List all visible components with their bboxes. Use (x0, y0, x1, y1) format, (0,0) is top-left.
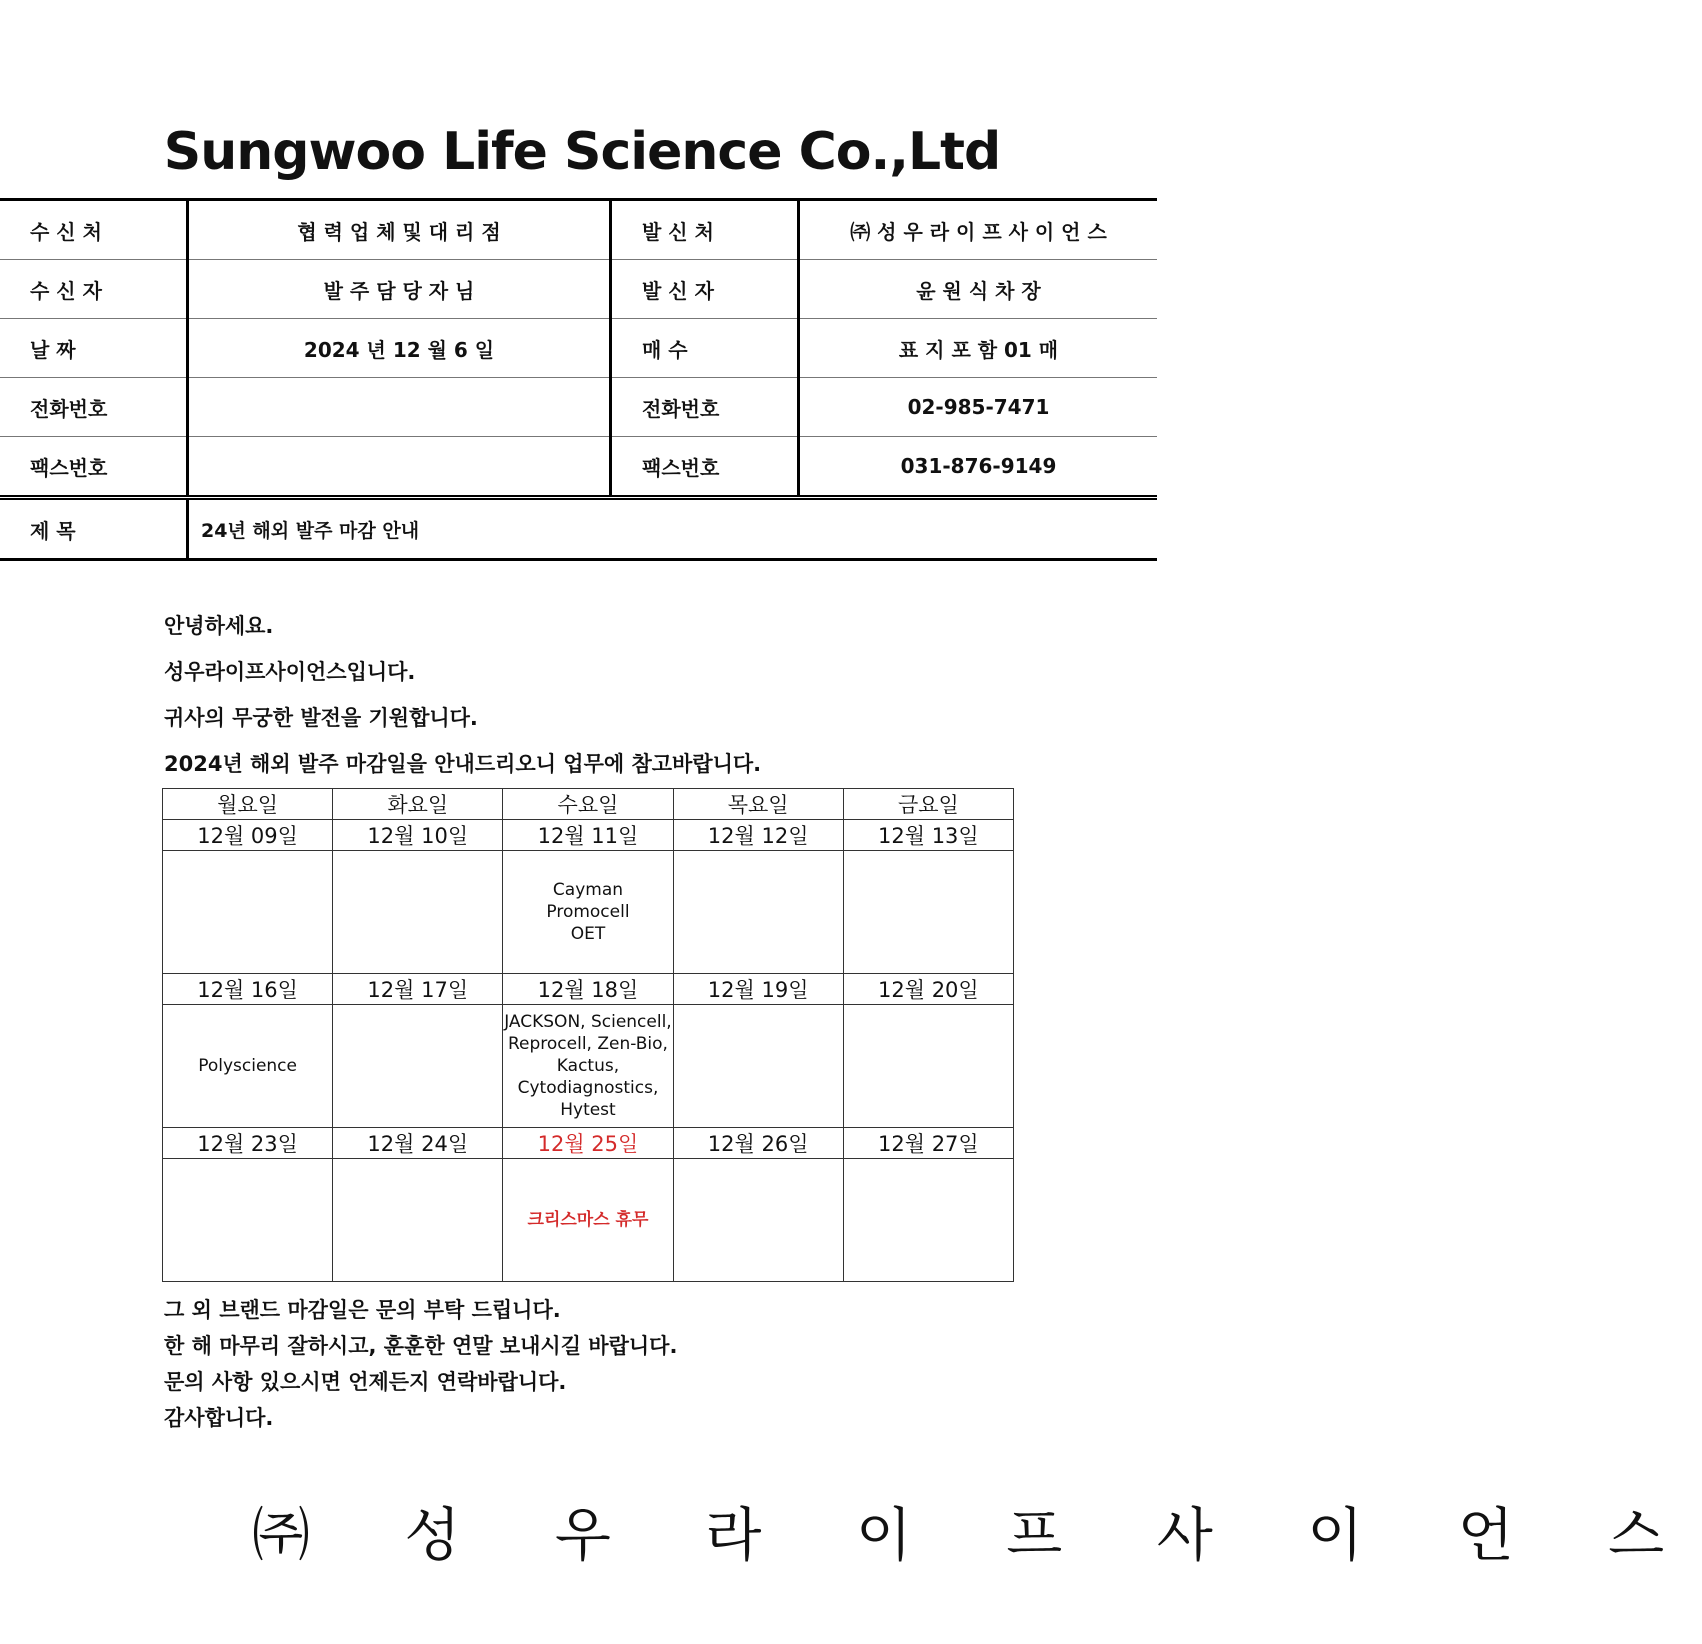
company-signature: ㈜ 성 우 라 이 프 사 이 언 스 (252, 1501, 1702, 1569)
phone-value-right: 02-985-7471 (799, 378, 1158, 437)
brand-cell (673, 1005, 843, 1128)
date-cell: 12월 09일 (163, 820, 333, 851)
subject-value: 24년 해외 발주 마감 안내 (188, 498, 1158, 560)
sender-label: 발 신 처 (611, 200, 799, 260)
date-cell: 12월 10일 (333, 820, 503, 851)
date-cell: 12월 19일 (673, 974, 843, 1005)
date-cell: 12월 11일 (503, 820, 673, 851)
brand-cell (333, 1159, 503, 1282)
fax-label-left: 팩스번호 (0, 437, 188, 498)
intro-company: 성우라이프사이언스입니다. (164, 660, 416, 684)
sender-person-value: 윤 원 식 차 장 (799, 260, 1158, 319)
date-cell: 12월 17일 (333, 974, 503, 1005)
intro-greeting: 안녕하세요. (164, 614, 274, 638)
holiday-date-cell: 12월 25일 (503, 1128, 673, 1159)
date-cell: 12월 16일 (163, 974, 333, 1005)
brand-cell (333, 1005, 503, 1128)
date-cell: 12월 12일 (673, 820, 843, 851)
date-cell: 12월 27일 (843, 1128, 1013, 1159)
fax-value-left (188, 437, 611, 498)
sender-person-label: 발 신 자 (611, 260, 799, 319)
brand-cell (843, 1159, 1013, 1282)
phone-value-left (188, 378, 611, 437)
fax-value-right: 031-876-9149 (799, 437, 1158, 498)
brand-cell (673, 851, 843, 974)
phone-label-right: 전화번호 (611, 378, 799, 437)
date-label: 날 짜 (0, 319, 188, 378)
date-cell: 12월 13일 (843, 820, 1013, 851)
closing-inquiry: 그 외 브랜드 마감일은 문의 부탁 드립니다. (164, 1298, 561, 1322)
recipient-label: 수 신 처 (0, 200, 188, 260)
holiday-note: 크리스마스 휴무 (503, 1159, 673, 1282)
pages-label: 매 수 (611, 319, 799, 378)
subject-label: 제 목 (0, 498, 188, 560)
brand-cell (843, 1005, 1013, 1128)
brand-cell: Cayman Promocell OET (503, 851, 673, 974)
header-info-table (0, 198, 1157, 561)
brand-cell (673, 1159, 843, 1282)
weekday-header: 금요일 (843, 789, 1013, 820)
recipient-value: 협 력 업 체 및 대 리 점 (188, 200, 611, 260)
brand-cell (333, 851, 503, 974)
intro-wish: 귀사의 무궁한 발전을 기원합니다. (164, 706, 478, 730)
brand-cell (163, 851, 333, 974)
pages-value: 표 지 포 함 01 매 (799, 319, 1158, 378)
intro-notice: 2024년 해외 발주 마감일을 안내드리오니 업무에 참고바랍니다. (164, 752, 762, 776)
date-value: 2024 년 12 월 6 일 (188, 319, 611, 378)
weekday-header: 목요일 (673, 789, 843, 820)
fax-label-right: 팩스번호 (611, 437, 799, 498)
date-cell: 12월 24일 (333, 1128, 503, 1159)
closing-thanks: 감사합니다. (164, 1406, 274, 1430)
date-cell: 12월 20일 (843, 974, 1013, 1005)
date-cell: 12월 18일 (503, 974, 673, 1005)
recipient-person-label: 수 신 자 (0, 260, 188, 319)
brand-cell: Polyscience (163, 1005, 333, 1128)
brand-cell (843, 851, 1013, 974)
brand-cell (163, 1159, 333, 1282)
deadline-schedule-table (162, 788, 1014, 1282)
weekday-header: 화요일 (333, 789, 503, 820)
weekday-header: 월요일 (163, 789, 333, 820)
date-cell: 12월 23일 (163, 1128, 333, 1159)
closing-contact: 문의 사항 있으시면 언제든지 연락바랍니다. (164, 1370, 567, 1394)
date-cell: 12월 26일 (673, 1128, 843, 1159)
sender-value: ㈜ 성 우 라 이 프 사 이 언 스 (799, 200, 1158, 260)
weekday-header: 수요일 (503, 789, 673, 820)
recipient-person-value: 발 주 담 당 자 님 (188, 260, 611, 319)
brand-cell: JACKSON, Sciencell, Reprocell, Zen-Bio, Kactus, Cytodiagnostics, Hytest (503, 1005, 673, 1128)
phone-label-left: 전화번호 (0, 378, 188, 437)
company-title: Sungwoo Life Science Co.,Ltd (163, 122, 1001, 182)
closing-wish: 한 해 마무리 잘하시고, 훈훈한 연말 보내시길 바랍니다. (164, 1334, 678, 1358)
